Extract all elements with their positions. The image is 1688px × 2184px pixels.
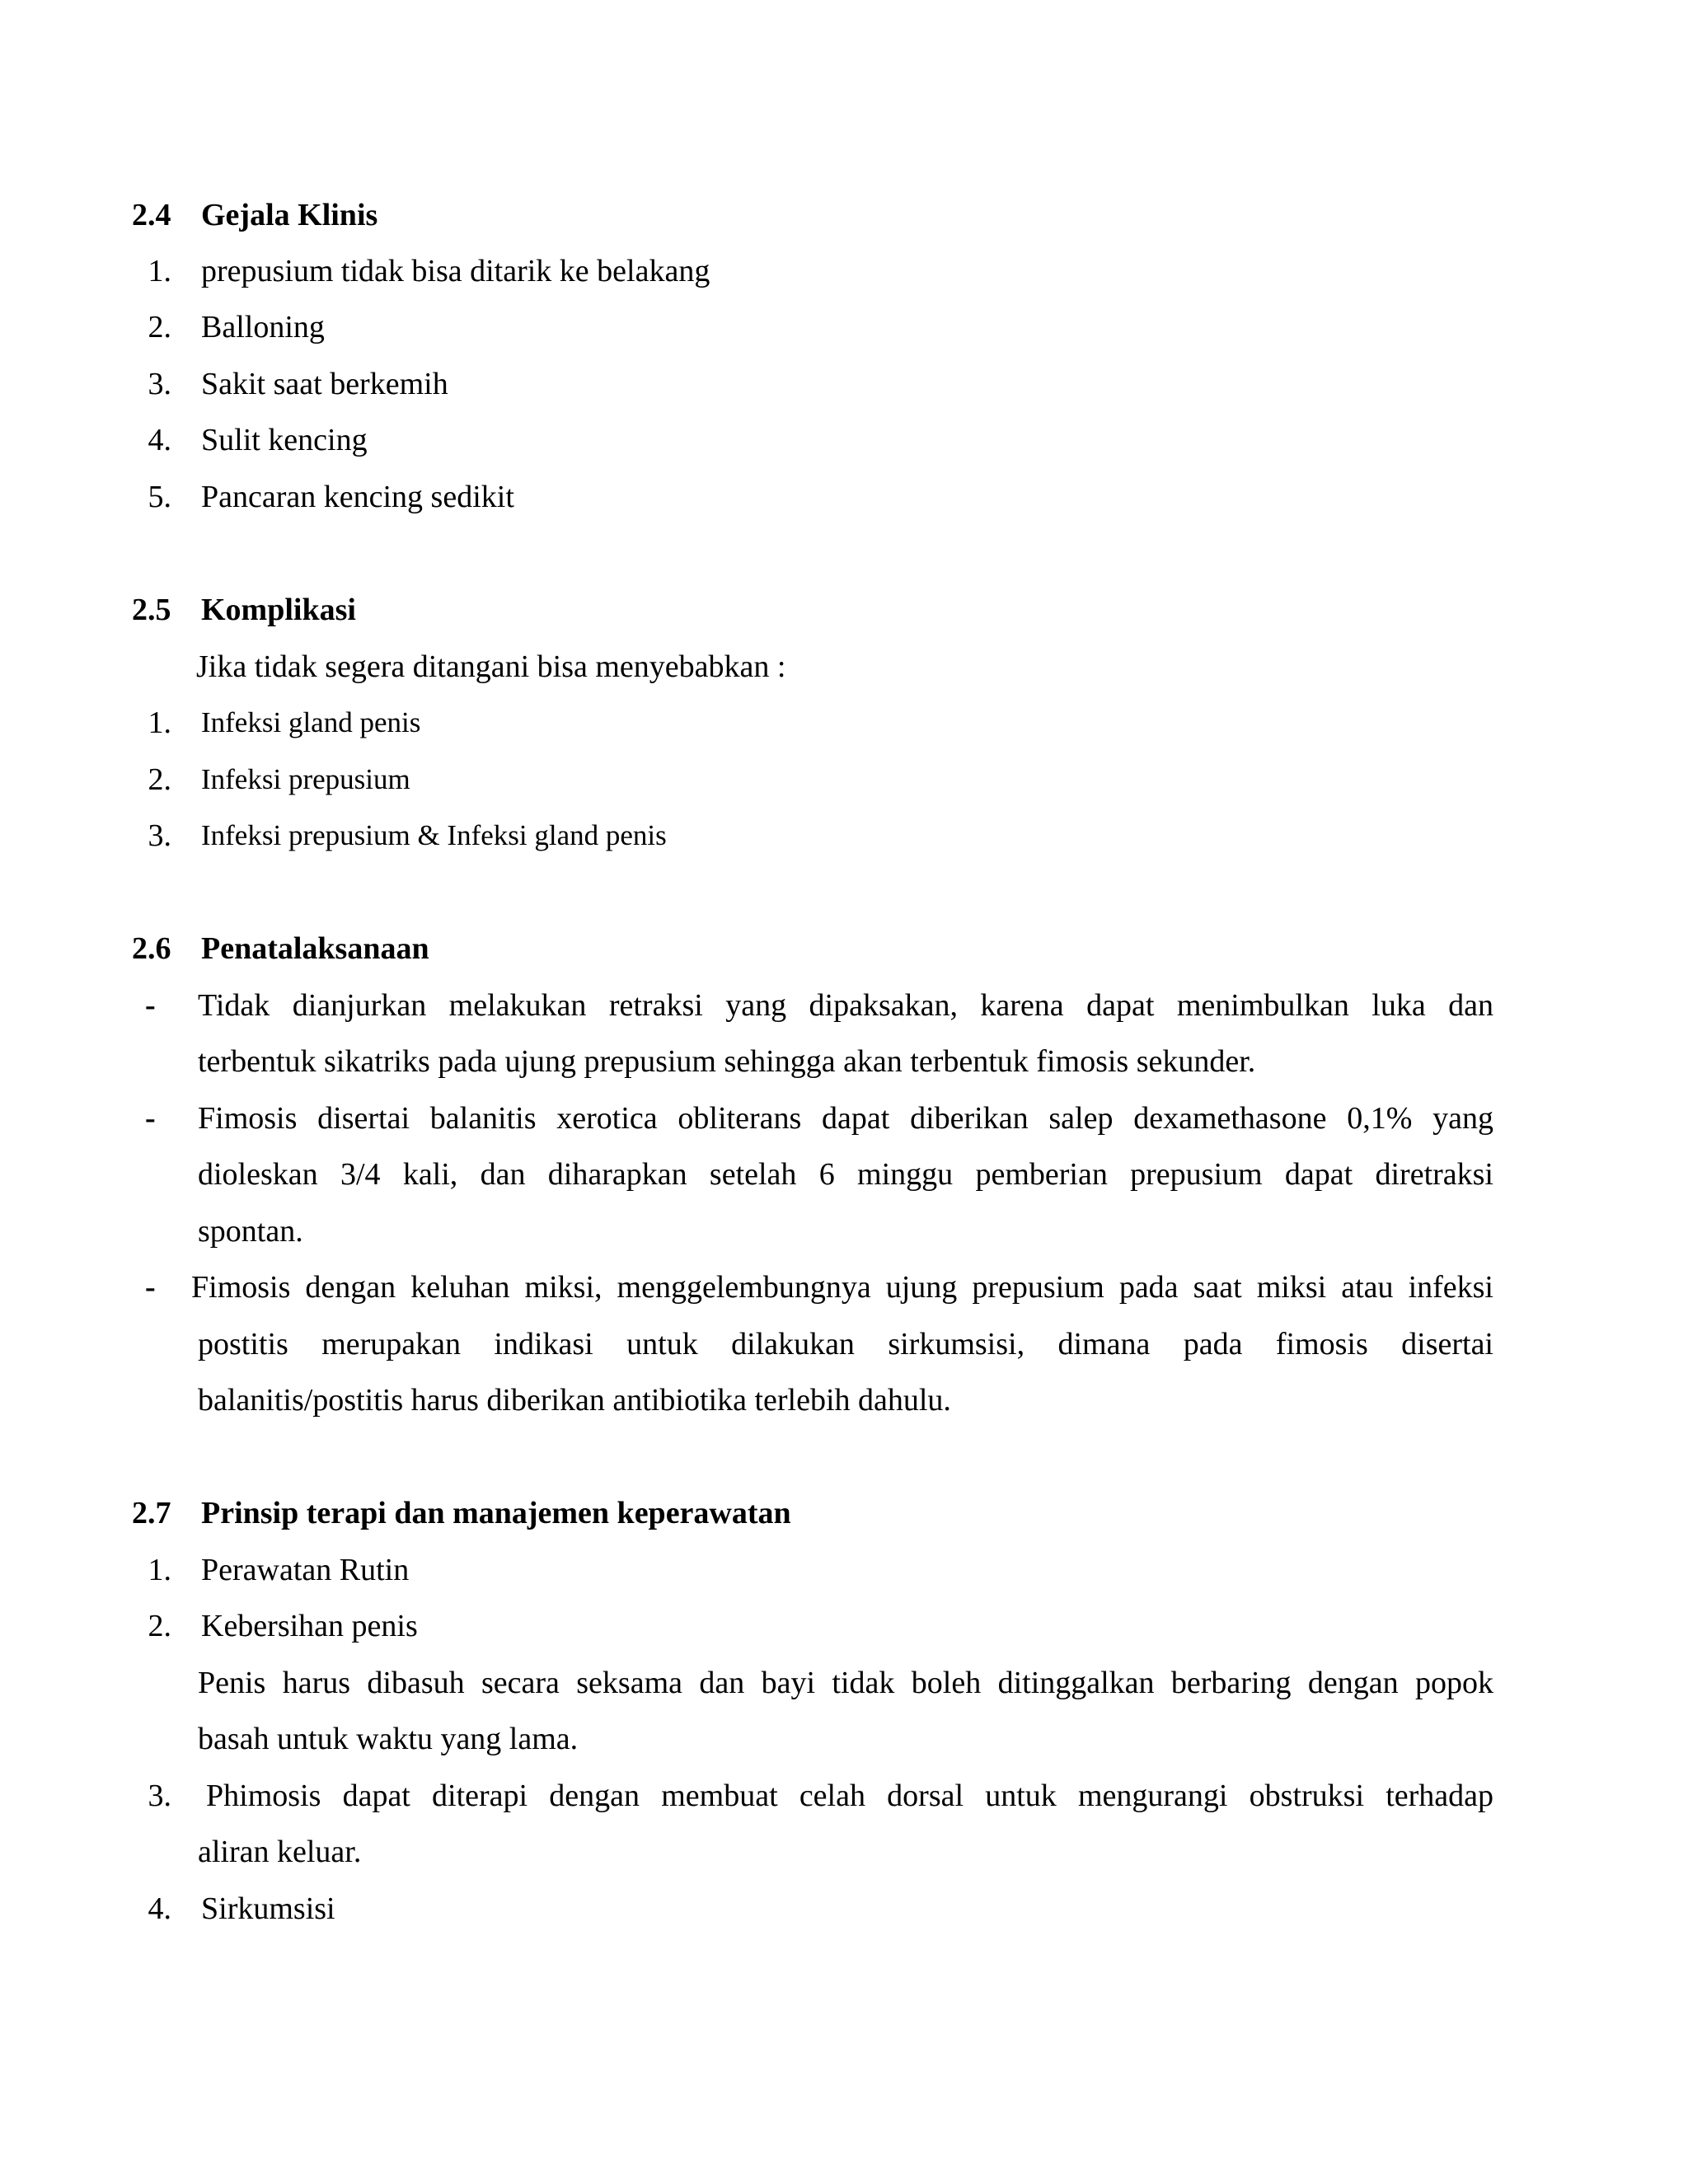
section-2-7-title: Prinsip terapi dan manajemen keperawatan [201,1496,791,1530]
section-2-4-number: 2.4 [132,198,171,232]
list-item-text: Balloning [201,310,325,344]
paragraph-line: dioleskan 3/4 kali, dan diharapkan setelah 6 minggu pemberian prepusium dapat diretraksi [198,1157,1493,1192]
bullet-dash: - [145,988,156,1023]
list-item-number: 2. [148,762,171,797]
list-item-text: Perawatan Rutin [201,1553,410,1587]
paragraph-line: Penis harus dibasuh secara seksama dan bayi tidak boleh ditinggalkan berbaring dengan popok [198,1666,1493,1700]
list-item-number: 4. [148,1891,171,1926]
paragraph-line: aliran keluar. [198,1835,362,1869]
paragraph-line: Fimosis dengan keluhan miksi, menggelembungnya ujung prepusium pada saat miksi atau infeksi [191,1270,1493,1305]
paragraph-line: terbentuk sikatriks pada ujung prepusium sehingga akan terbentuk fimosis sekunder. [198,1044,1256,1079]
section-2-5-number: 2.5 [132,593,171,627]
paragraph-line: Fimosis disertai balanitis xerotica obliterans dapat diberikan salep dexamethasone 0,1% yang [198,1101,1493,1136]
bullet-dash: - [145,1270,156,1305]
list-item-number: 1. [148,254,171,288]
list-item-number: 2. [148,310,171,344]
list-item-text: Infeksi prepusium & Infeksi gland penis [201,819,667,851]
list-item-text: Sirkumsisi [201,1891,335,1926]
paragraph-line: postitis merupakan indikasi untuk dilakukan sirkumsisi, dimana pada fimosis disertai [198,1327,1493,1361]
section-2-6-number: 2.6 [132,931,171,966]
list-item-text: Infeksi prepusium [201,763,410,795]
paragraph-line: balanitis/postitis harus diberikan antibiotika terlebih dahulu. [198,1383,951,1418]
list-item-text: Sulit kencing [201,423,368,457]
paragraph-line: Tidak dianjurkan melakukan retraksi yang dipaksakan, karena dapat menimbulkan luka dan [198,988,1493,1023]
bullet-dash: - [145,1101,156,1136]
list-item-text: Pancaran kencing sedikit [201,480,514,514]
section-2-6-title: Penatalaksanaan [201,931,429,966]
list-item-number: 1. [148,705,171,740]
list-item-number: 2. [148,1609,171,1643]
list-item-text: Kebersihan penis [201,1609,418,1643]
list-item-number: 3. [148,1779,171,1813]
paragraph-line: Phimosis dapat diterapi dengan membuat celah dorsal untuk mengurangi obstruksi terhadap [206,1779,1493,1813]
list-item-number: 1. [148,1553,171,1587]
list-item-text: Infeksi gland penis [201,706,421,738]
list-item-number: 4. [148,423,171,457]
list-item-text: Sakit saat berkemih [201,367,448,401]
list-item-text: prepusium tidak bisa ditarik ke belakang [201,254,710,288]
list-item-number: 5. [148,480,171,514]
list-item-number: 3. [148,367,171,401]
paragraph-line: basah untuk waktu yang lama. [198,1722,579,1756]
section-2-5-title: Komplikasi [201,593,356,627]
section-2-5-intro: Jika tidak segera ditangani bisa menyebabkan : [196,649,786,684]
section-2-4-title: Gejala Klinis [201,198,378,232]
paragraph-line: spontan. [198,1214,303,1249]
section-2-7-number: 2.7 [132,1496,171,1530]
list-item-number: 3. [148,818,171,853]
